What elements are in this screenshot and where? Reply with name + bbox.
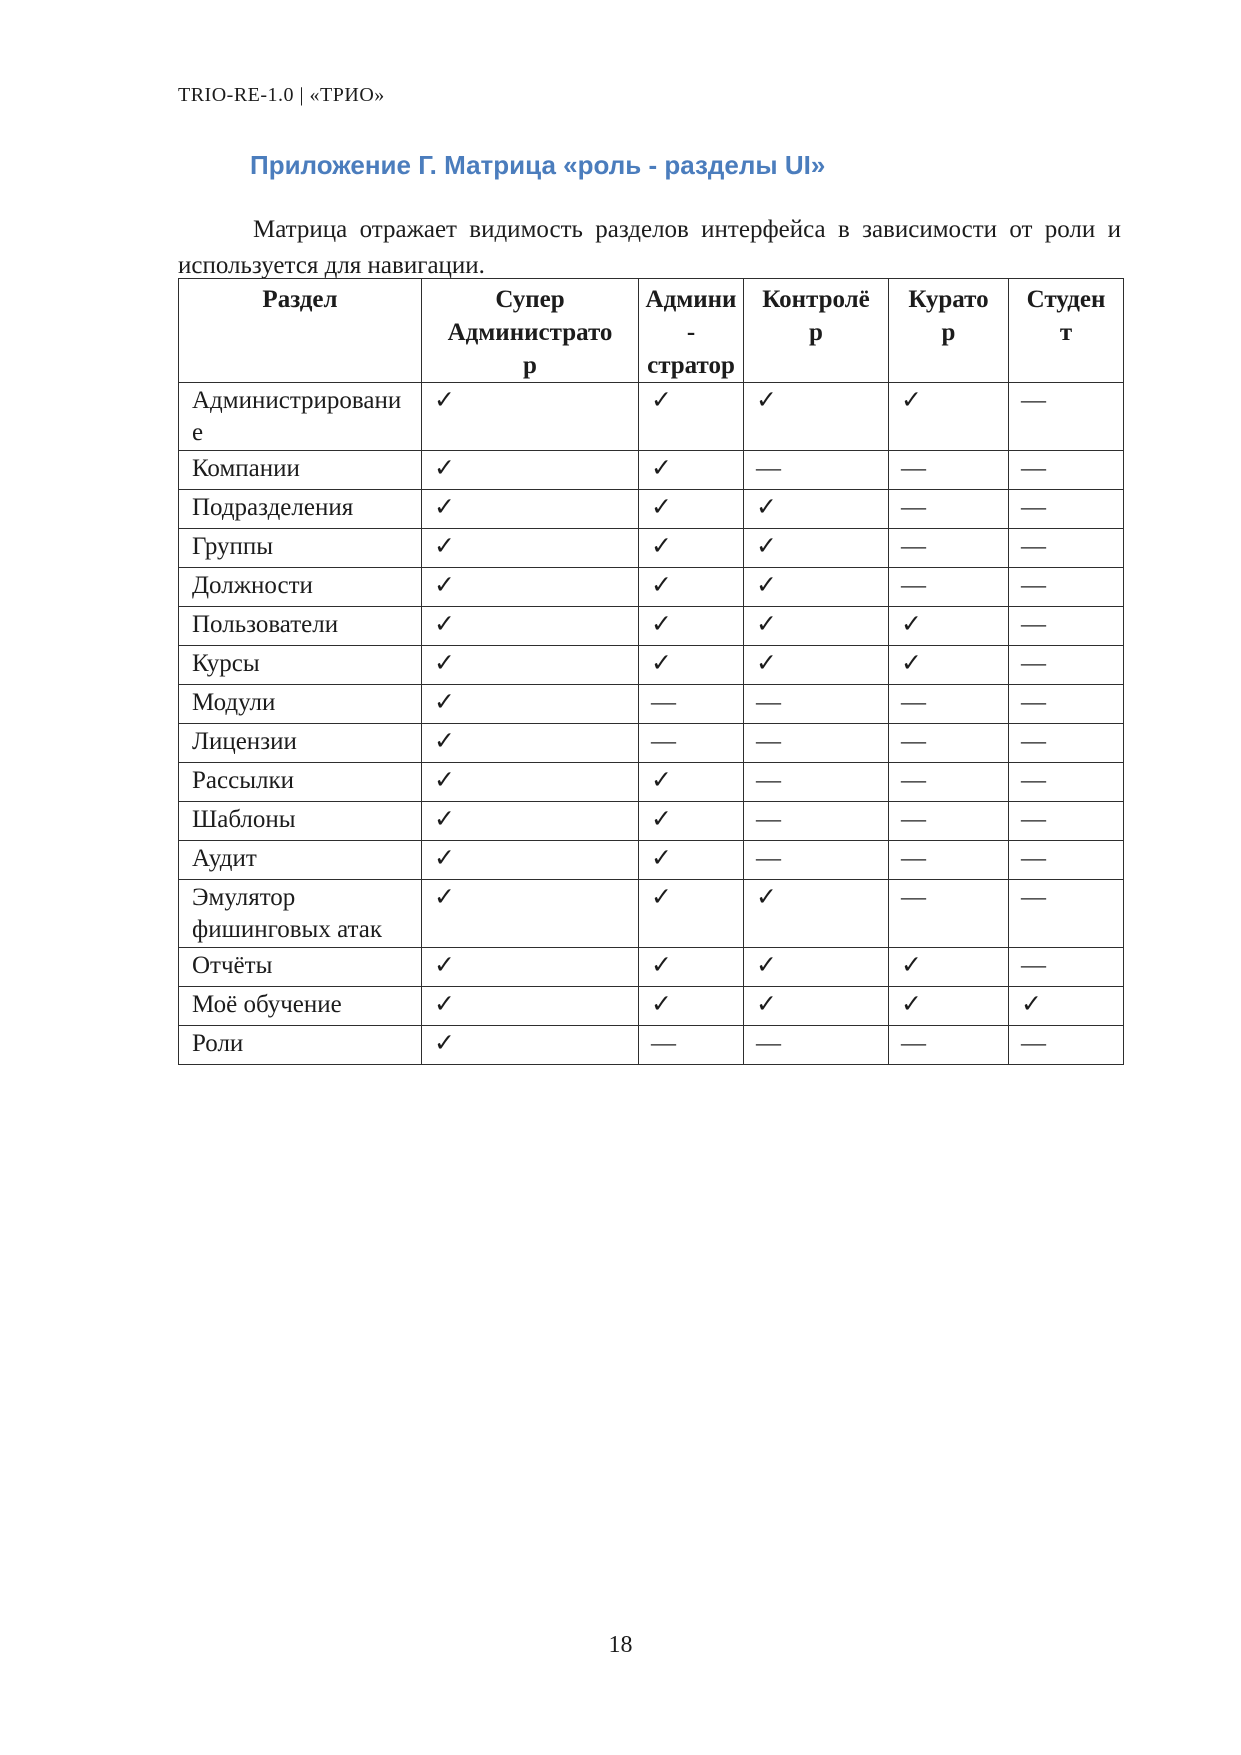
matrix-cell-check: ✓ xyxy=(744,529,889,568)
matrix-cell-dash: — xyxy=(1009,451,1124,490)
matrix-cell-dash: — xyxy=(1009,948,1124,987)
matrix-cell-dash: — xyxy=(744,802,889,841)
column-header-2: Админи - стратор xyxy=(639,279,744,383)
matrix-cell-dash: — xyxy=(889,1026,1009,1065)
matrix-cell-dash: — xyxy=(889,802,1009,841)
table-row xyxy=(179,646,1124,685)
row-label: Рассылки xyxy=(179,763,422,802)
matrix-cell-check: ✓ xyxy=(639,529,744,568)
matrix-cell-check: ✓ xyxy=(639,451,744,490)
matrix-cell-check: ✓ xyxy=(1009,987,1124,1026)
matrix-cell-dash: — xyxy=(1009,607,1124,646)
table-row xyxy=(179,1026,1124,1065)
matrix-cell-dash: — xyxy=(889,568,1009,607)
matrix-cell-check: ✓ xyxy=(744,490,889,529)
matrix-cell-dash: — xyxy=(744,685,889,724)
matrix-cell-check: ✓ xyxy=(639,802,744,841)
row-label: Должности xyxy=(179,568,422,607)
matrix-cell-check: ✓ xyxy=(889,987,1009,1026)
row-label: Подразделения xyxy=(179,490,422,529)
matrix-cell-check: ✓ xyxy=(422,607,639,646)
table-row xyxy=(179,987,1124,1026)
table-header-row xyxy=(179,279,1124,383)
table-row xyxy=(179,451,1124,490)
table-body xyxy=(179,383,1124,1065)
matrix-cell-dash: — xyxy=(889,763,1009,802)
matrix-cell-check: ✓ xyxy=(422,451,639,490)
matrix-cell-check: ✓ xyxy=(639,841,744,880)
row-label: Шаблоны xyxy=(179,802,422,841)
column-header-0: Раздел xyxy=(179,279,422,383)
matrix-cell-dash: — xyxy=(1009,646,1124,685)
matrix-cell-dash: — xyxy=(1009,490,1124,529)
table-row xyxy=(179,948,1124,987)
matrix-cell-dash: — xyxy=(889,880,1009,948)
table-row xyxy=(179,568,1124,607)
matrix-cell-dash: — xyxy=(744,841,889,880)
table-row xyxy=(179,607,1124,646)
matrix-cell-dash: — xyxy=(1009,802,1124,841)
table-row xyxy=(179,529,1124,568)
matrix-cell-check: ✓ xyxy=(639,948,744,987)
matrix-cell-check: ✓ xyxy=(422,685,639,724)
matrix-cell-check: ✓ xyxy=(639,490,744,529)
matrix-cell-check: ✓ xyxy=(639,880,744,948)
document-header-text: TRIO-RE-1.0 | «ТРИО» xyxy=(178,84,385,106)
table-row xyxy=(179,880,1124,948)
table-row xyxy=(179,724,1124,763)
matrix-cell-check: ✓ xyxy=(422,646,639,685)
row-label: Отчёты xyxy=(179,948,422,987)
table-row xyxy=(179,763,1124,802)
matrix-cell-check: ✓ xyxy=(422,724,639,763)
matrix-cell-dash: — xyxy=(744,451,889,490)
matrix-cell-check: ✓ xyxy=(744,987,889,1026)
matrix-cell-dash: — xyxy=(889,490,1009,529)
matrix-cell-check: ✓ xyxy=(889,948,1009,987)
matrix-cell-check: ✓ xyxy=(639,607,744,646)
matrix-cell-dash: — xyxy=(744,724,889,763)
matrix-cell-dash: — xyxy=(1009,685,1124,724)
matrix-cell-check: ✓ xyxy=(639,763,744,802)
appendix-title: Приложение Г. Матрица «роль - разделы UI» xyxy=(250,150,826,180)
matrix-cell-check: ✓ xyxy=(744,607,889,646)
row-label: Компании xyxy=(179,451,422,490)
row-label: Администрировани е xyxy=(179,383,422,451)
matrix-cell-check: ✓ xyxy=(422,802,639,841)
matrix-cell-dash: — xyxy=(889,685,1009,724)
matrix-cell-check: ✓ xyxy=(889,383,1009,451)
matrix-cell-dash: — xyxy=(744,1026,889,1065)
row-label: Модули xyxy=(179,685,422,724)
matrix-cell-dash: — xyxy=(889,451,1009,490)
matrix-cell-dash: — xyxy=(639,1026,744,1065)
role-matrix-table xyxy=(178,278,1124,1065)
row-label: Роли xyxy=(179,1026,422,1065)
page-number: 18 xyxy=(608,1632,633,1658)
matrix-cell-dash: — xyxy=(1009,724,1124,763)
matrix-cell-check: ✓ xyxy=(889,646,1009,685)
matrix-cell-dash: — xyxy=(889,841,1009,880)
matrix-cell-check: ✓ xyxy=(422,568,639,607)
row-label: Курсы xyxy=(179,646,422,685)
row-label: Аудит xyxy=(179,841,422,880)
matrix-cell-check: ✓ xyxy=(744,880,889,948)
matrix-cell-check: ✓ xyxy=(639,646,744,685)
table-row xyxy=(179,490,1124,529)
matrix-cell-check: ✓ xyxy=(639,568,744,607)
matrix-cell-check: ✓ xyxy=(889,607,1009,646)
matrix-cell-check: ✓ xyxy=(744,568,889,607)
row-label: Группы xyxy=(179,529,422,568)
matrix-cell-dash: — xyxy=(744,763,889,802)
table-row xyxy=(179,802,1124,841)
column-header-4: Курато р xyxy=(889,279,1009,383)
matrix-cell-check: ✓ xyxy=(639,987,744,1026)
matrix-cell-check: ✓ xyxy=(744,948,889,987)
intro-paragraph xyxy=(178,212,1121,284)
table-row xyxy=(179,685,1124,724)
column-header-3: Контролё р xyxy=(744,279,889,383)
matrix-cell-dash: — xyxy=(639,724,744,763)
matrix-cell-dash: — xyxy=(889,724,1009,763)
matrix-cell-dash: — xyxy=(1009,1026,1124,1065)
intro-line-1: Матрица отражает видимость разделов интерфейса в зависимости от роли и xyxy=(253,216,1121,243)
matrix-cell-check: ✓ xyxy=(422,880,639,948)
matrix-cell-check: ✓ xyxy=(422,383,639,451)
row-label: Лицензии xyxy=(179,724,422,763)
row-label: Пользователи xyxy=(179,607,422,646)
matrix-cell-dash: — xyxy=(1009,383,1124,451)
matrix-cell-dash: — xyxy=(1009,763,1124,802)
intro-line-2: используется для навигации. xyxy=(178,252,485,279)
matrix-cell-dash: — xyxy=(1009,529,1124,568)
row-label: Эмулятор фишинговых атак xyxy=(179,880,422,948)
matrix-cell-dash: — xyxy=(1009,568,1124,607)
row-label: Моё обучение xyxy=(179,987,422,1026)
matrix-cell-check: ✓ xyxy=(639,383,744,451)
table-row xyxy=(179,841,1124,880)
column-header-1: Супер Администрато р xyxy=(422,279,639,383)
column-header-5: Студен т xyxy=(1009,279,1124,383)
matrix-cell-check: ✓ xyxy=(422,1026,639,1065)
matrix-cell-check: ✓ xyxy=(422,948,639,987)
matrix-cell-dash: — xyxy=(639,685,744,724)
matrix-cell-dash: — xyxy=(1009,880,1124,948)
matrix-cell-check: ✓ xyxy=(422,490,639,529)
matrix-cell-check: ✓ xyxy=(422,529,639,568)
matrix-cell-dash: — xyxy=(889,529,1009,568)
matrix-cell-check: ✓ xyxy=(422,841,639,880)
matrix-cell-check: ✓ xyxy=(422,987,639,1026)
matrix-cell-dash: — xyxy=(1009,841,1124,880)
matrix-cell-check: ✓ xyxy=(744,383,889,451)
matrix-cell-check: ✓ xyxy=(422,763,639,802)
table-row xyxy=(179,383,1124,451)
matrix-cell-check: ✓ xyxy=(744,646,889,685)
